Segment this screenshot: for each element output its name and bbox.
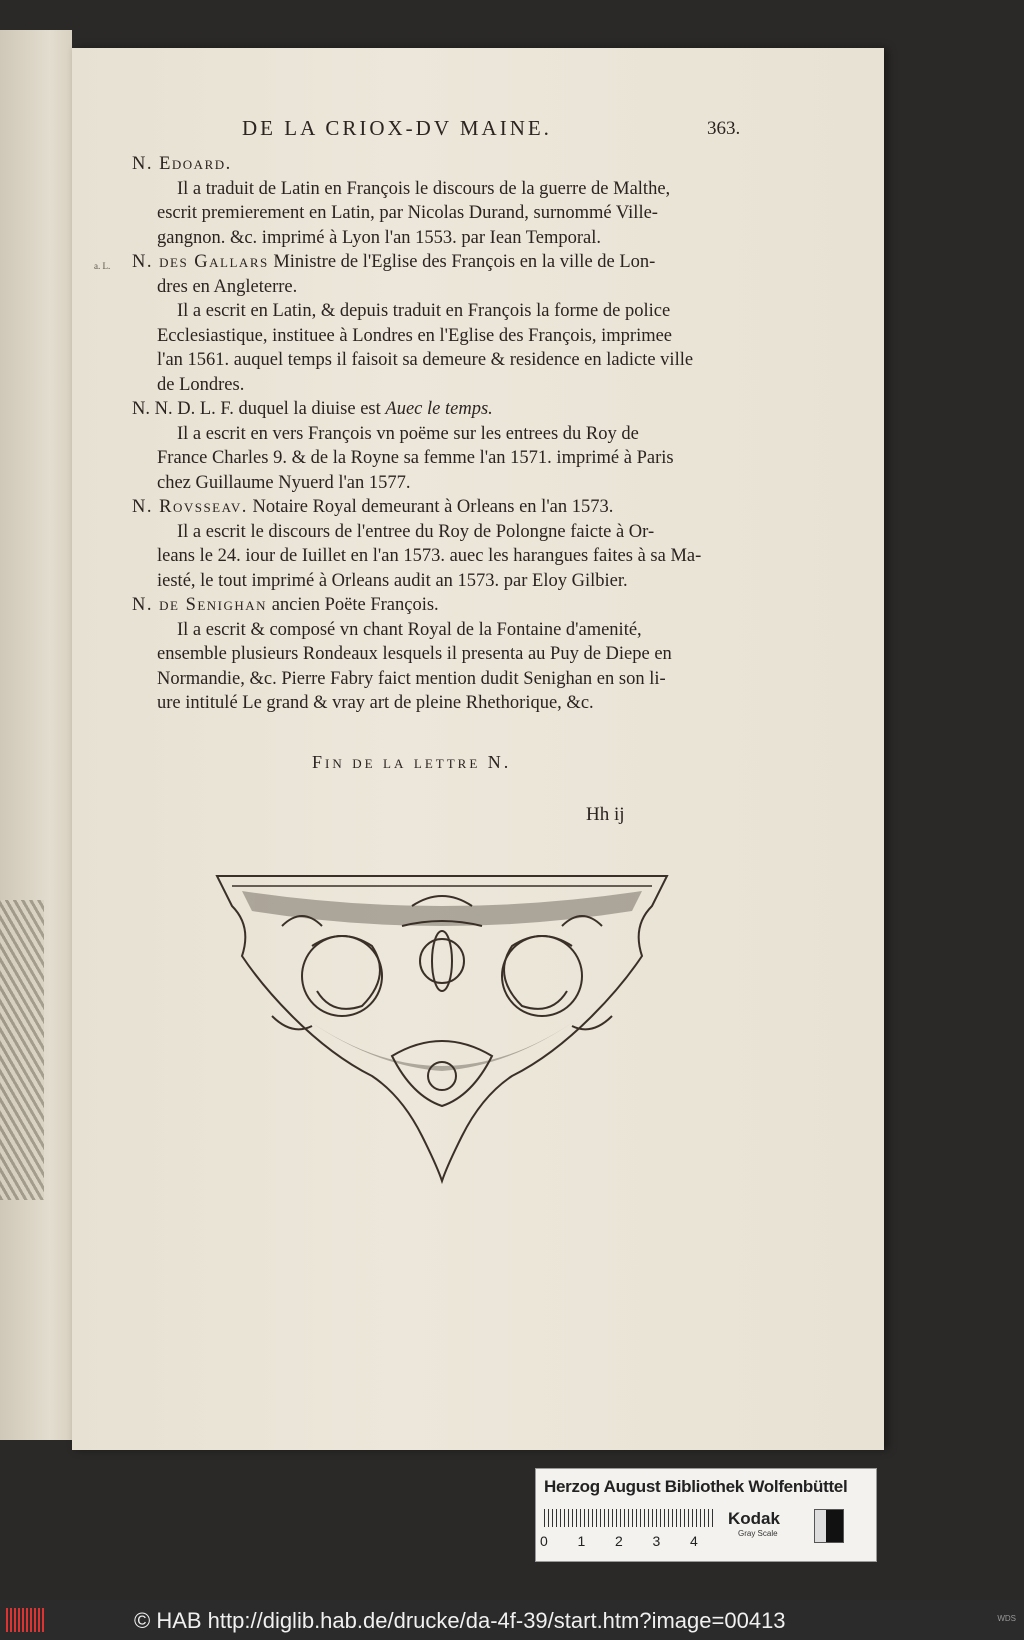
scale-numbers: 0 1 2 3 4 bbox=[540, 1533, 698, 1549]
signature-mark: Hh ij bbox=[586, 804, 625, 825]
tailpiece-ornament-icon bbox=[212, 866, 672, 1186]
entry-paragraph: Il a escrit en vers François vn poëme sur les entrees du Roy de France Charles 9. & de la Royne sa femme l'an 1571. imprimé à Paris chez Guillaume Nyuerd l'an 1577. bbox=[157, 423, 674, 493]
entry-heading: N. de Senighan ancien Poëte François. bbox=[132, 595, 439, 615]
barcode-icon bbox=[6, 1608, 46, 1632]
entry-paragraph: Il a escrit le discours de l'entree du Roy de Polongne faicte à Or- leans le 24. iour de Iuillet en l'an 1573. auec les harangues faites à sa Ma- iesté, le tout imprimé à Orleans audit an 1573. par Eloy Gilbier. bbox=[157, 521, 702, 591]
author-name: N. Edoard. bbox=[132, 154, 232, 174]
facing-ornament-fragment bbox=[0, 900, 44, 1200]
library-name: Herzog August Bibliothek Wolfenbüttel bbox=[544, 1477, 848, 1496]
entry-heading: N. N. D. L. F. duquel la diuise est Auec le temps. bbox=[132, 399, 493, 419]
running-head: DE LA CRIOX-DV MAINE. bbox=[242, 116, 552, 140]
page-number: 363. bbox=[707, 118, 741, 139]
section-end-title: Fin de la lettre N. bbox=[312, 752, 512, 772]
author-name: N. N. D. L. F. bbox=[132, 399, 234, 419]
motto: Auec le temps. bbox=[385, 399, 493, 419]
scale-ruler bbox=[544, 1509, 714, 1527]
book-page bbox=[72, 48, 884, 1450]
author-name: N. de Senighan bbox=[132, 595, 268, 615]
color-calibration-bar bbox=[535, 1468, 877, 1562]
author-name: N. des Gallars bbox=[132, 252, 269, 272]
entry-heading: a. L. N. des Gallars Ministre de l'Eglise des François en la ville de Lon- bbox=[132, 250, 812, 275]
entry-paragraph: Il a escrit & composé vn chant Royal de la Fontaine d'amenité, ensemble plusieurs Rondeaux lesquels il presenta au Puy de Diepe en Normandie, &c. Pierre Fabry faict mention dudit Senighan en son li- ure intitulé Le grand & vray art de pleine Rhethorique, &c. bbox=[157, 619, 672, 713]
entry-heading-continuation: dres en Angleterre. bbox=[157, 276, 298, 297]
facing-page-edge bbox=[0, 30, 72, 1440]
gray-swatch bbox=[814, 1509, 844, 1543]
footer-mark: WDS bbox=[997, 1614, 1016, 1623]
page-text bbox=[94, 152, 812, 716]
entry-paragraph: Il a traduit de Latin en François le discours de la guerre de Malthe, escrit premierement en Latin, par Nicolas Durand, surnommé Ville- gangnon. &c. imprimé à Lyon l'an 1553. par Iean Temporal. bbox=[157, 178, 671, 248]
entry-heading: N. Rovsseav. Notaire Royal demeurant à Orleans en l'an 1573. bbox=[132, 497, 614, 517]
entry-heading bbox=[132, 152, 812, 177]
entry-paragraph: Il a escrit en Latin, & depuis traduit en François la forme de police Ecclesiastique, instituee à Londres en l'Eglise des François, imprimee l'an 1561. auquel temps il faisoit sa demeure & residence en ladicte ville de Londres. bbox=[157, 301, 694, 395]
footer-bar bbox=[0, 1600, 1024, 1640]
kodak-logo: Kodak bbox=[728, 1509, 780, 1528]
copyright-url[interactable]: © HAB http://diglib.hab.de/drucke/da-4f-39/start.htm?image=00413 bbox=[134, 1608, 786, 1633]
margin-note: a. L. bbox=[94, 261, 111, 271]
gray-scale-label: Gray Scale bbox=[738, 1529, 778, 1538]
author-name: N. Rovsseav. bbox=[132, 497, 248, 517]
